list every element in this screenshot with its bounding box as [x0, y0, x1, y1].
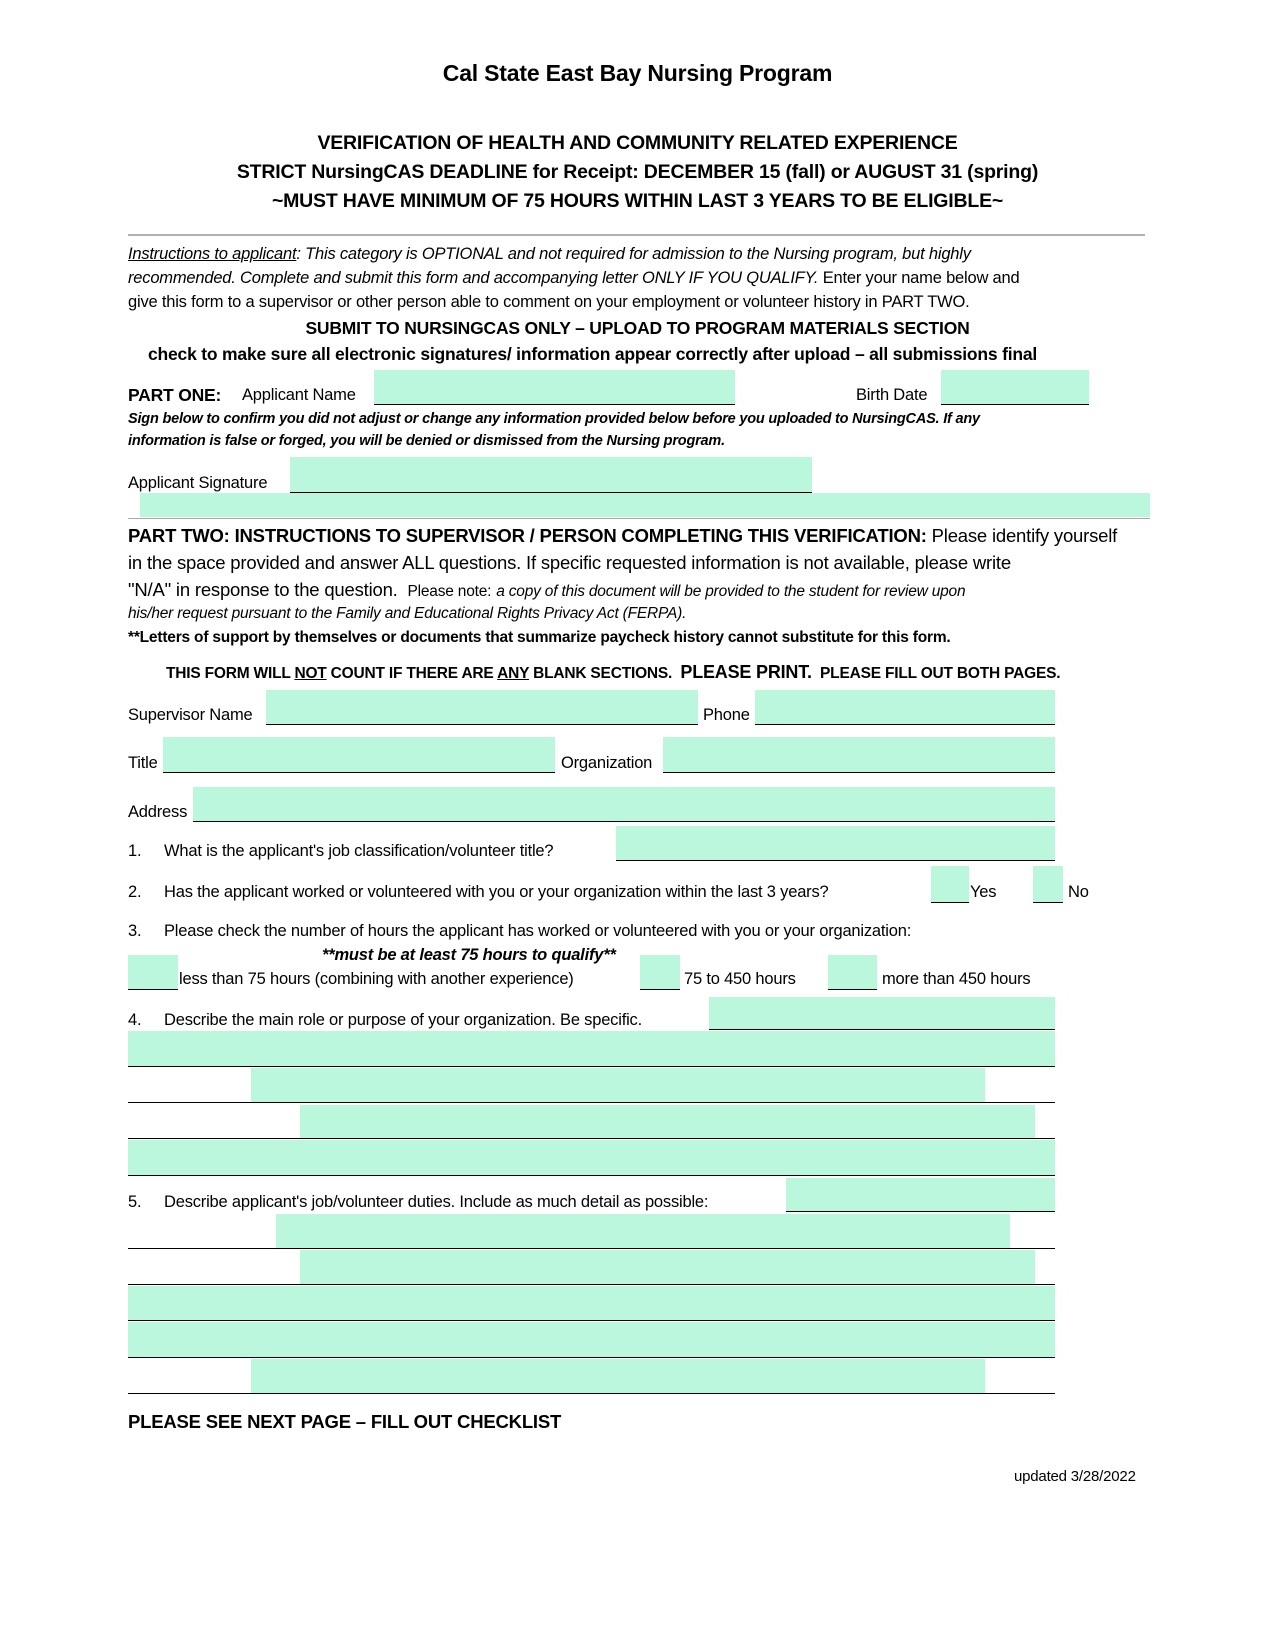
instructions-line: [128, 245, 971, 264]
q4-field[interactable]: [128, 1140, 1055, 1175]
underline: [128, 1102, 1055, 1103]
no-label: No: [1068, 883, 1089, 901]
q3-note: **must be at least 75 hours to qualify**: [322, 946, 616, 964]
underline: [128, 1284, 1055, 1285]
underline: [128, 1320, 1055, 1321]
hours-option-label: less than 75 hours (combining with another experience): [179, 970, 574, 988]
q1-text: What is the applicant's job classification/volunteer title?: [164, 842, 554, 860]
heading-line: ~MUST HAVE MINIMUM OF 75 HOURS WITHIN LAST 3 YEARS TO BE ELIGIBLE~: [271, 190, 1004, 212]
note-text: NOT: [294, 665, 327, 682]
applicant-name-label: Applicant Name: [242, 386, 356, 404]
part-two-line: in the space provided and answer ALL questions. If specific requested information is not available, please write: [128, 552, 1011, 573]
q5-number: 5.: [128, 1193, 142, 1211]
underline: [755, 724, 1055, 725]
underline: [828, 989, 877, 990]
part-two-text: Please identify yourself: [931, 525, 1118, 546]
organization-label: Organization: [561, 754, 653, 772]
underline: [193, 821, 1055, 822]
q2-no-field[interactable]: [1033, 866, 1063, 903]
instructions-line: give this form to a supervisor or other person able to comment on your employment or volunteer history in PART TWO.: [128, 293, 970, 311]
title-field[interactable]: [163, 737, 555, 773]
q2-text: Has the applicant worked or volunteered with you or your organization within the last 3 years?: [164, 883, 829, 901]
underline: [163, 772, 555, 773]
underline: [941, 404, 1089, 405]
q4-field[interactable]: [709, 997, 1055, 1030]
underline: [931, 902, 969, 903]
yes-label: Yes: [970, 883, 997, 901]
note-text: a copy of this document will be provided to the student for review upon: [496, 583, 966, 600]
q5-field[interactable]: [128, 1286, 1055, 1320]
applicant-signature-field[interactable]: [290, 457, 812, 493]
instructions-text: : This category is OPTIONAL and not required for admission to the Nursing program, but highly: [296, 245, 971, 263]
underline: [709, 1029, 1055, 1030]
part-one-label: PART ONE:: [128, 385, 222, 405]
birth-date-field[interactable]: [941, 370, 1089, 405]
q5-text: Describe applicant's job/volunteer duties. Include as much detail as possible:: [164, 1193, 709, 1211]
divider: [128, 518, 1150, 519]
hours-option-label: more than 450 hours: [882, 970, 1031, 988]
underline: [128, 1393, 1055, 1394]
underline: [663, 772, 1055, 773]
underline: [374, 404, 735, 405]
q1-number: 1.: [128, 842, 142, 860]
note-text: COUNT IF THERE ARE: [326, 665, 498, 682]
q2-yes-field[interactable]: [931, 866, 969, 903]
organization-field[interactable]: [663, 737, 1055, 773]
updated-date: updated 3/28/2022: [1014, 1468, 1136, 1485]
note-text: PLEASE PRINT.: [680, 662, 812, 682]
note-text: his/her request pursuant to the Family and Educational Rights Privacy Act (FERPA).: [128, 605, 687, 622]
birth-date-label: Birth Date: [856, 386, 928, 404]
instructions-line: [128, 269, 1020, 288]
part-two-label: PART TWO: INSTRUCTIONS TO SUPERVISOR / PERSON COMPLETING THIS VERIFICATION:: [128, 525, 927, 546]
heading-line: STRICT NursingCAS DEADLINE for Receipt: DECEMBER 15 (fall) or AUGUST 31 (spring): [236, 161, 1039, 183]
underline: [128, 989, 178, 990]
note-label: Please note:: [407, 583, 492, 600]
note-text: THIS FORM WILL: [166, 665, 295, 682]
underline: [1033, 902, 1063, 903]
hours-less-75-field[interactable]: [128, 955, 178, 990]
signature-label: Applicant Signature: [128, 474, 268, 492]
hours-75-450-field[interactable]: [640, 955, 680, 990]
page-title: Cal State East Bay Nursing Program: [442, 60, 833, 86]
letters-note: **Letters of support by themselves or documents that summarize paycheck history cannot substitute for this form.: [128, 629, 951, 646]
address-label: Address: [128, 803, 188, 821]
q5-field[interactable]: [300, 1250, 1035, 1284]
underline: [128, 1066, 1055, 1067]
hours-option-label: 75 to 450 hours: [684, 970, 796, 988]
instructions-text: Enter your name below and: [822, 269, 1020, 287]
underline: [128, 1175, 1055, 1176]
q1-field[interactable]: [616, 826, 1055, 861]
underline: [128, 1357, 1055, 1358]
q3-number: 3.: [128, 922, 142, 940]
q5-field[interactable]: [276, 1214, 1010, 1248]
q4-field[interactable]: [300, 1105, 1035, 1138]
instructions-text: recommended. Complete and submit this form and accompanying letter ONLY IF YOU QUALIFY.: [128, 269, 819, 287]
part-two-line: [128, 579, 965, 601]
applicant-name-field[interactable]: [374, 370, 735, 405]
part-two-line: [128, 525, 1117, 547]
supervisor-name-label: Supervisor Name: [128, 706, 253, 724]
address-field[interactable]: [193, 787, 1055, 822]
q4-number: 4.: [128, 1011, 142, 1029]
q5-field[interactable]: [128, 1322, 1055, 1357]
q3-text: Please check the number of hours the applicant has worked or volunteered with you or your organization:: [164, 922, 912, 940]
note-text: BLANK SECTIONS.: [528, 665, 673, 682]
next-page-note: PLEASE SEE NEXT PAGE – FILL OUT CHECKLIST: [128, 1411, 562, 1432]
signature-extra-field[interactable]: [140, 493, 1150, 517]
part-two-text: "N/A" in response to the question.: [128, 579, 398, 600]
underline: [640, 989, 680, 990]
q5-field[interactable]: [251, 1359, 985, 1393]
instructions-label: Instructions to applicant: [128, 245, 297, 263]
q4-text: Describe the main role or purpose of your organization. Be specific.: [164, 1011, 642, 1029]
check-note: check to make sure all electronic signatures/ information appear correctly after upload – all submissions final: [148, 344, 1038, 364]
supervisor-name-field[interactable]: [266, 690, 698, 725]
note-text: PLEASE FILL OUT BOTH PAGES.: [820, 665, 1061, 682]
blank-sections-note: [166, 662, 1060, 683]
phone-label: Phone: [703, 706, 750, 724]
title-label: Title: [128, 754, 158, 772]
underline: [616, 860, 1055, 861]
heading-line: VERIFICATION OF HEALTH AND COMMUNITY RELATED EXPERIENCE: [317, 132, 958, 154]
underline: [266, 724, 698, 725]
underline: [128, 1138, 1055, 1139]
phone-field[interactable]: [755, 690, 1055, 725]
divider: [128, 234, 1145, 236]
q4-field[interactable]: [128, 1031, 1055, 1066]
note-text: ANY: [497, 665, 529, 682]
underline: [786, 1211, 1055, 1212]
q4-field[interactable]: [251, 1068, 985, 1102]
hours-more-450-field[interactable]: [828, 955, 877, 990]
q5-field[interactable]: [786, 1178, 1055, 1212]
warning-text: Sign below to confirm you did not adjust or change any information provided below before you uploaded to NursingCAS. If any: [128, 411, 980, 427]
q2-number: 2.: [128, 883, 142, 901]
underline: [128, 1248, 1055, 1249]
submit-note: SUBMIT TO NURSINGCAS ONLY – UPLOAD TO PROGRAM MATERIALS SECTION: [305, 318, 970, 338]
warning-text: information is false or forged, you will be denied or dismissed from the Nursing program.: [128, 433, 725, 449]
